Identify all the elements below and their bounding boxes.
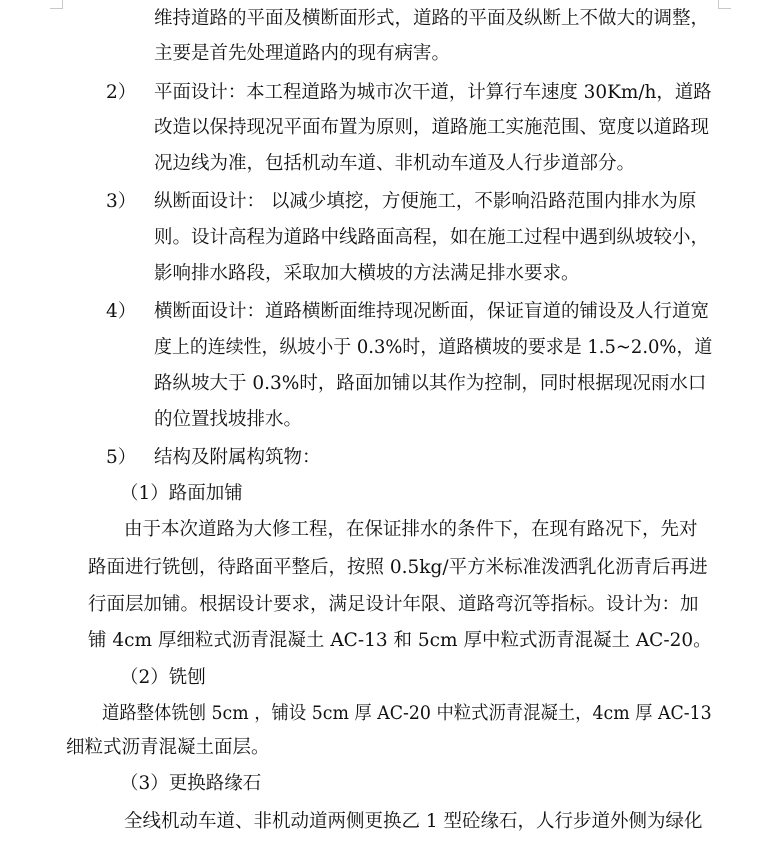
text-line: 全线机动车道、非机动道两侧更换乙 1 型砼缘石，人行步道外侧为绿化 [124,811,703,832]
text-line: 则。设计高程为道路中线路面高程，如在施工过程中遇到纵坡较小， [154,227,710,248]
section-heading: （2）铣刨 [120,667,206,688]
section-heading: （3）更换路缘石 [120,773,262,794]
text-line: 道路整体铣刨 5cm ，铺设 5cm 厚 AC-20 中粒式沥青混凝土，4cm 厚 AC-13 [102,703,712,724]
list-number: 4） [106,301,137,322]
text-line: 由于本次道路为大修工程，在保证排水的条件下，在现有路况下，先对 [124,519,698,540]
list-number: 3） [106,191,137,212]
text-line: 改造以保持现况平面布置为原则，道路施工实施范围、宽度以道路现 [154,117,710,138]
text-line: 平面设计：本工程道路为城市次干道，计算行车速度 30Km/h，道路 [154,82,712,103]
text-line: 的位置找坡排水。 [154,409,303,430]
text-line: 横断面设计：道路横断面维持现况断面，保证盲道的铺设及人行道宽 [154,301,710,322]
text-line: 况边线为准，包括机动车道、非机动车道及人行步道部分。 [154,153,636,174]
text-line: 维持道路的平面及横断面形式，道路的平面及纵断上不做大的调整， [154,8,710,29]
crop-mark-top-left [50,0,63,9]
text-line: 主要是首先处理道路内的现有病害。 [154,43,451,64]
text-line: 铺 4cm 厚细粒式沥青混凝土 AC-13 和 5cm 厚中粒式沥青混凝土 AC-20。 [88,630,712,651]
list-number: 5） [106,447,137,468]
text-line: 结构及附属构筑物： [154,447,321,468]
section-heading: （1）路面加铺 [120,483,243,504]
crop-mark-top-right [718,0,731,9]
text-line: 细粒式沥青混凝土面层。 [66,737,270,758]
text-line: 度上的连续性，纵坡小于 0.3%时，道路横坡的要求是 1.5~2.0%，道 [154,337,713,358]
text-line: 路面进行铣刨，待路面平整后，按照 0.5kg/平方米标准泼洒乳化沥青后再进 [88,557,708,578]
text-line: 路纵坡大于 0.3%时，路面加铺以其作为控制，同时根据现况雨水口 [154,373,707,394]
text-line: 纵断面设计： 以减少填挖，方便施工，不影响沿路范围内排水为原 [154,191,697,212]
text-line: 行面层加铺。根据设计要求，满足设计年限、道路弯沉等指标。设计为：加 [88,594,699,615]
list-number: 2） [106,82,137,103]
text-line: 影响排水路段，采取加大横坡的方法满足排水要求。 [154,263,580,284]
